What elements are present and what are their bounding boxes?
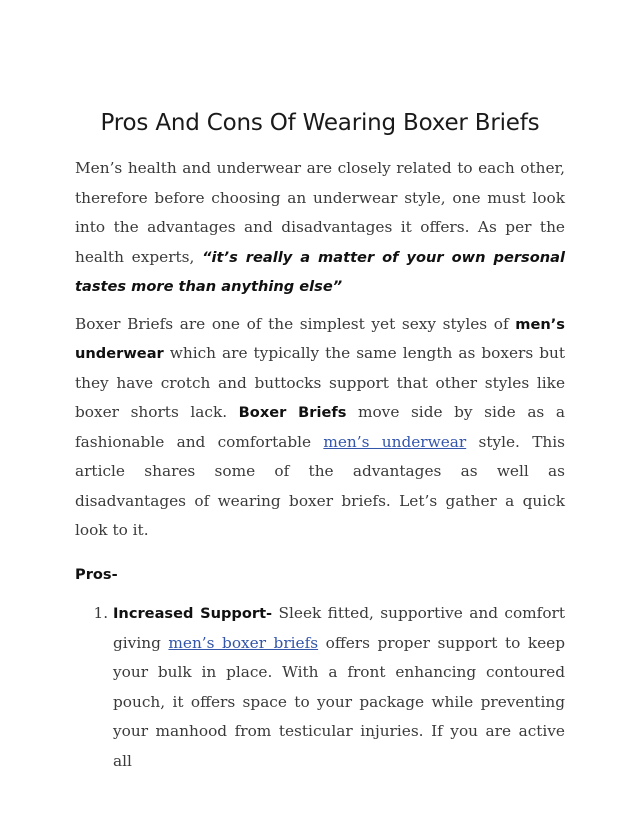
paragraph-text: Boxer Briefs are one of the simplest yet sexy styles of	[75, 314, 516, 333]
pros-item-text: Sleek fitted, supportive and comfort giving	[113, 604, 566, 652]
intro-paragraph	[75, 154, 565, 302]
pros-item-heading: Increased Support-	[113, 605, 273, 622]
pros-heading: Pros-	[75, 565, 118, 583]
bold-mens-underwear: men’s underwear	[75, 315, 565, 362]
intro-text: Men’s health and underwear are closely related to each other, therefore before choosing an underwear style, one must look into the advantages and disadvantages it offers. As per the health experts,	[75, 159, 565, 266]
paragraph-text: move side by side as a fashionable and comfortable	[75, 403, 565, 451]
pros-heading-paragraph	[75, 560, 565, 590]
paragraph-text: which are typically the same length as boxers but they have crotch and buttocks support that other styles like boxer shorts lack.	[75, 344, 565, 421]
pros-list	[75, 599, 565, 776]
list-item	[113, 599, 565, 776]
pros-item-text: offers proper support to keep your bulk in place. With a front enhancing contoured pouch, it offers space to your package while preventing your manhood from testicular injuries. If you are active all	[113, 633, 565, 770]
paragraph-text: style. This article shares some of the advantages as well as disadvantages of wearing boxer briefs. Let’s gather a quick look to it.	[75, 432, 565, 539]
bold-boxer-briefs: Boxer Briefs	[238, 404, 347, 421]
document-page	[75, 110, 565, 776]
boxer-briefs-paragraph	[75, 310, 565, 546]
page-title: Pros And Cons Of Wearing Boxer Briefs	[100, 110, 540, 136]
mens-boxer-briefs-link[interactable]: men’s boxer briefs	[168, 633, 319, 652]
expert-quote: “it’s really a matter of your own personal tastes more than anything else”	[75, 248, 565, 295]
mens-underwear-link[interactable]: men’s underwear	[323, 432, 467, 451]
